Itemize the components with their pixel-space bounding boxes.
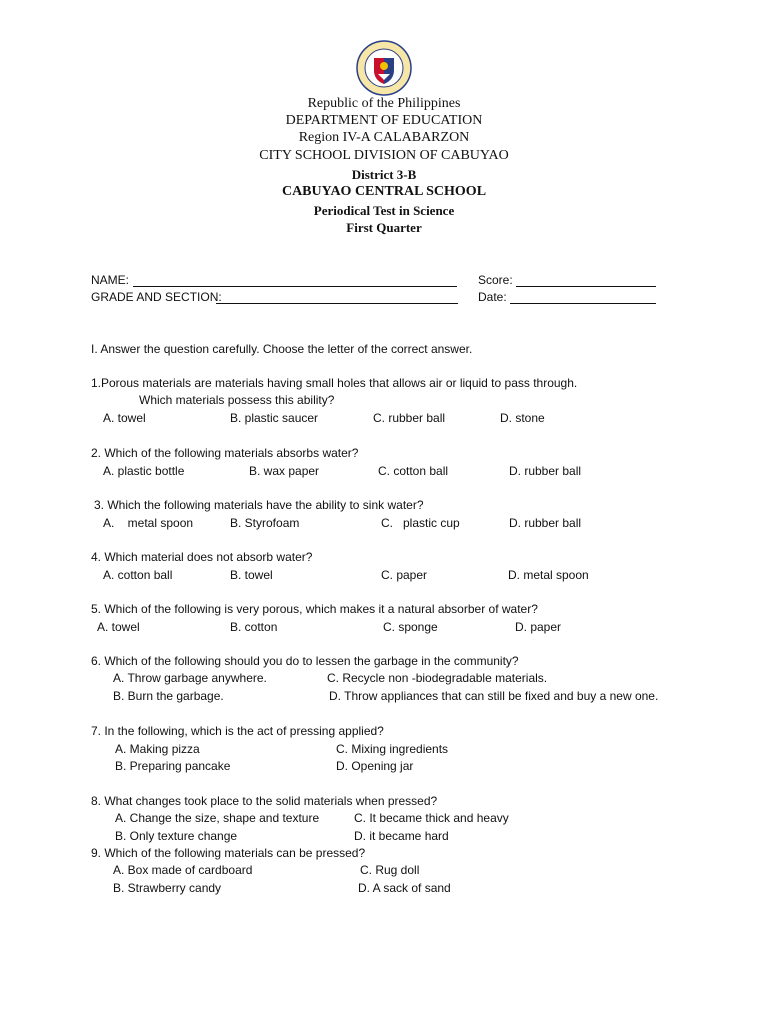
q8-option-c: C. It became thick and heavy xyxy=(354,811,509,825)
q9-option-c: C. Rug doll xyxy=(360,863,420,877)
q2-option-d: D. rubber ball xyxy=(509,464,582,478)
q5-option-b: B. cotton xyxy=(230,620,278,634)
question-9: 9. Which of the following materials can be pressed? xyxy=(91,846,366,860)
q7-option-d: D. Opening jar xyxy=(336,759,414,773)
question-4: 4. Which material does not absorb water? xyxy=(91,550,313,564)
deped-seal-logo xyxy=(356,40,412,96)
q4-option-a: A. cotton ball xyxy=(103,568,173,582)
q1-option-d: D. stone xyxy=(500,411,545,425)
region-line: Region IV-A CALABARZON xyxy=(298,130,470,145)
q9-option-b: B. Strawberry candy xyxy=(113,881,222,895)
q9-option-a: A. Box made of cardboard xyxy=(113,863,253,877)
question-8: 8. What changes took place to the solid materials when pressed? xyxy=(91,794,438,808)
question-7: 7. In the following, which is the act of pressing applied? xyxy=(91,724,384,738)
q1-option-a: A. towel xyxy=(103,411,146,425)
district-line: District 3-B xyxy=(351,167,417,182)
q3-option-b: B. Styrofoam xyxy=(230,516,300,530)
q2-option-a: A. plastic bottle xyxy=(103,464,185,478)
name-field[interactable] xyxy=(133,286,457,287)
q2-option-c: C. cotton ball xyxy=(378,464,449,478)
test-title: Periodical Test in Science xyxy=(313,203,455,218)
question-2: 2. Which of the following materials absorbs water? xyxy=(91,446,359,460)
question-3: 3. Which the following materials have the ability to sink water? xyxy=(94,498,424,512)
date-label: Date: xyxy=(478,290,507,304)
q4-option-b: B. towel xyxy=(230,568,273,582)
q3-option-c: C. plastic cup xyxy=(381,516,460,530)
q7-option-b: B. Preparing pancake xyxy=(115,759,231,773)
republic-line: Republic of the Philippines xyxy=(307,96,461,111)
q9-option-d: D. A sack of sand xyxy=(358,881,451,895)
q7-option-c: C. Mixing ingredients xyxy=(336,742,449,756)
school-name: CABUYAO CENTRAL SCHOOL xyxy=(281,184,487,199)
q5-option-d: D. paper xyxy=(515,620,562,634)
question-6: 6. Which of the following should you do to lessen the garbage in the community? xyxy=(91,654,519,668)
name-label: NAME: xyxy=(91,273,130,287)
date-field[interactable] xyxy=(510,303,656,304)
q8-option-d: D. it became hard xyxy=(354,829,449,843)
q8-option-b: B. Only texture change xyxy=(115,829,238,843)
q1-option-b: B. plastic saucer xyxy=(230,411,319,425)
score-label: Score: xyxy=(478,273,513,287)
q6-option-d: D. Throw appliances that can still be fixed and buy a new one. xyxy=(329,689,659,703)
q6-option-b: B. Burn the garbage. xyxy=(113,689,224,703)
division-line: CITY SCHOOL DIVISION OF CABUYAO xyxy=(259,148,509,163)
q7-option-a: A. Making pizza xyxy=(115,742,200,756)
q4-option-c: C. paper xyxy=(381,568,428,582)
q2-option-b: B. wax paper xyxy=(249,464,320,478)
grade-section-label: GRADE AND SECTION: xyxy=(91,290,222,304)
q4-option-d: D. metal spoon xyxy=(508,568,589,582)
q5-option-c: C. sponge xyxy=(383,620,438,634)
question-5: 5. Which of the following is very porous, which makes it a natural absorber of water? xyxy=(91,602,538,616)
q1-option-c: C. rubber ball xyxy=(373,411,446,425)
score-field[interactable] xyxy=(516,286,656,287)
instruction-text: I. Answer the question carefully. Choose the letter of the correct answer. xyxy=(91,342,473,356)
department-line: DEPARTMENT OF EDUCATION xyxy=(285,113,483,128)
q3-option-a: A. metal spoon xyxy=(103,516,194,530)
q3-option-d: D. rubber ball xyxy=(509,516,582,530)
q6-option-a: A. Throw garbage anywhere. xyxy=(113,671,267,685)
q8-option-a: A. Change the size, shape and texture xyxy=(115,811,320,825)
q6-option-c: C. Recycle non -biodegradable materials. xyxy=(327,671,548,685)
quarter-title: First Quarter xyxy=(346,220,422,235)
question-1: 1.Porous materials are materials having small holes that allows air or liquid to pass through. xyxy=(91,376,578,390)
question-1-line2: Which materials possess this ability? xyxy=(139,393,335,407)
q5-option-a: A. towel xyxy=(97,620,140,634)
grade-section-field[interactable] xyxy=(216,303,458,304)
